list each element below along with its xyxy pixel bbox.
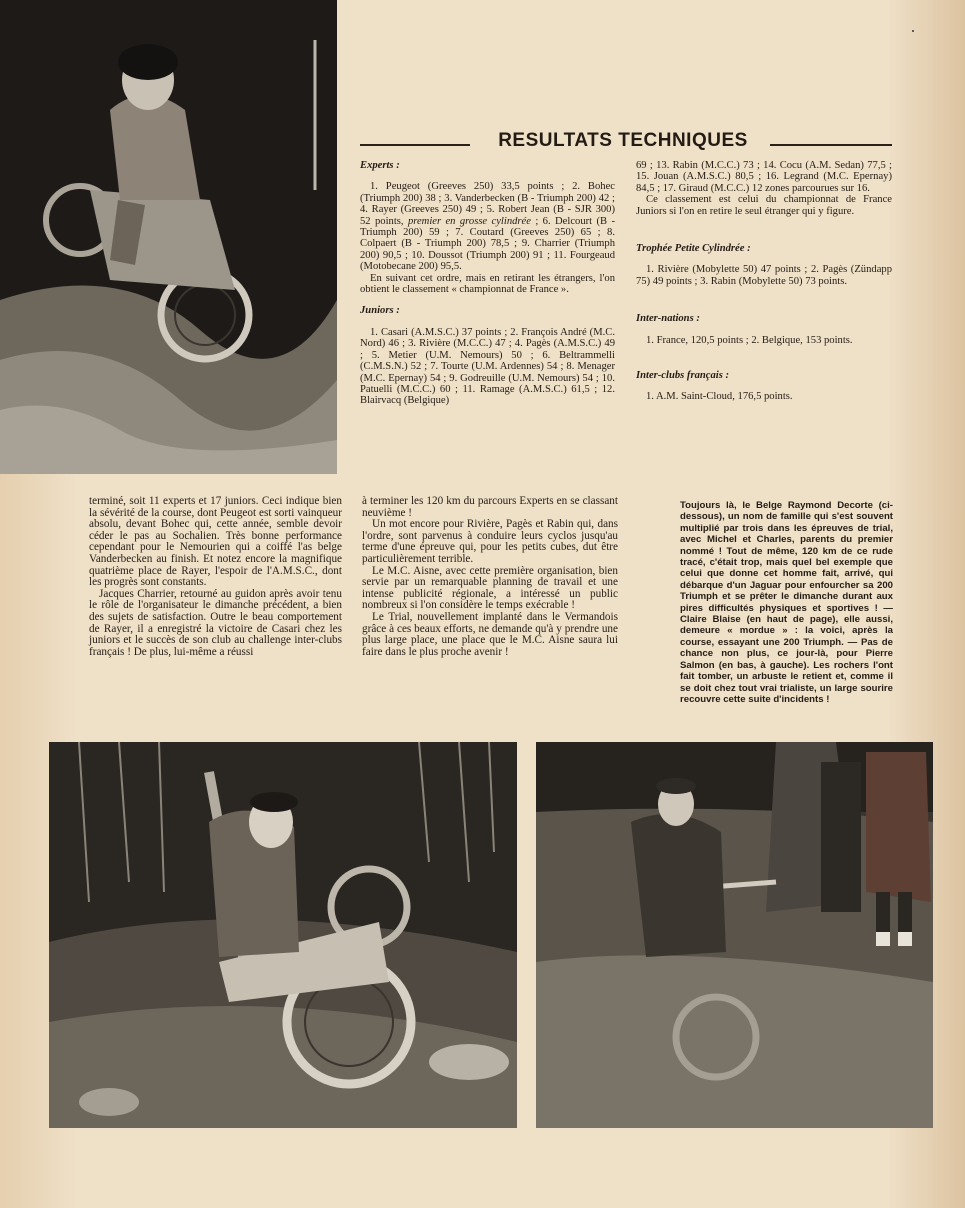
print-speck	[912, 30, 914, 32]
article-column-2	[362, 496, 618, 658]
experts-text-2: ; 6. Delcourt (B - Triumph 200) 59 ; 7. Coutard (Greeves 250) 65 ; 8. Colpaert (B - Triumph 200) 78,5 ; 9. Charrier (Triumph 200) 90,5 ; 10. Doussot (Triumph 200) 91 ; 11. Fourgeaud (Motobecane 200) 95,5.	[360, 215, 615, 273]
experts-italic: premier en grosse cylindrée	[407, 215, 531, 227]
internations-results: 1. France, 120,5 points ; 2. Belgique, 153 points.	[646, 334, 853, 346]
experts-title: Experts :	[360, 160, 400, 171]
results-column-left	[360, 160, 615, 407]
experts-text: 1. Peugeot (Greeves 250) 33,5 points ; 2. Bohec (Triumph 200) 38 ; 3. Vanderbecken (B - Triumph 200) 42 ; 4. Rayer (Greeves 250) 49 ; 5. Robert Jean (B - SJR 300) 52 points,	[360, 181, 615, 227]
trophee-title: Trophée Petite Cylindrée :	[636, 243, 751, 255]
photo-pierre-salmon	[49, 742, 517, 1128]
article-paragraph: Le M.C. Aisne, avec cette première organisation, bien servie par un remarquable planning de travail et une intense publicité régionale, a intéressé un public nombreux si l'on considère le temps exécrable !	[362, 564, 618, 612]
juniors-results: 1. Casari (A.M.S.C.) 37 points ; 2. François André (M.C. Nord) 46 ; 3. Rivière (M.C.C.) 47 ; 4. Pagès (A.M.S.C.) 49 ; 5. Metier (U.M. Nemours) 50 ; 6. Beltrammelli (C.M.S.N.) 52 ; 7. Tourte (U.M. Ardennes) 54 ; 8. Menager (M.C. Epernay) 54 ; 9. Godreuille (U.M. Nemours) 54 ; 10. Patuelli (M.C.C.) 60 ; 11. Ramage (A.M.S.C.) 61,5 ; 12. Blairvacq (Belgique)	[360, 326, 615, 407]
caption-text: Toujours là, le Belge Raymond Decorte (ci-dessous), un nom de famille qui s'est souvent multiplié par trois dans les épreuves de trial, avec Michel et Charles, parents du premier nommé ! Tout de même, 120 km de ce rude tracé, c'était trop, mais quel bel exemple que celui que donne cet homme fait, arrivé, qui débarque d'un Jaguar pour enfourcher sa 200 Triumph et se prêter le dimanche durant aux pires difficultés physiques et sportives ! — Claire Blaise (en haut de page), elle aussi, demeure « mordue » : la voici, après la course, essayant une 200 Triumph. — Pas de chance non plus, ce jour-là, pour Pierre Salmon (en bas, à gauche). Les rochers l'ont fait tomber, un arbuste le retient et, comme il se doit chez tout vrai trialiste, un large sourire recouvre cette suite d'incidents !	[680, 500, 893, 705]
photo-caption	[680, 500, 893, 705]
internations-title: Inter-nations :	[636, 313, 700, 325]
article-paragraph: Un mot encore pour Rivière, Pagès et Rabin qui, dans l'ordre, sont parvenus à conduire leurs cyclos jusqu'au terme d'une épreuve qui, pour les petits cubes, dut être particulièrement terrible.	[362, 518, 618, 565]
results-column-right	[636, 160, 892, 403]
photo-raymond-decorte	[536, 742, 933, 1128]
results-heading-block	[360, 130, 892, 158]
article-paragraph: à terminer les 120 km du parcours Experts en se classant neuvième !	[362, 495, 618, 519]
results-heading: RESULTATS TECHNIQUES	[498, 130, 748, 151]
heading-rule-left	[360, 144, 470, 146]
photo-top-drawing	[0, 0, 337, 474]
article-paragraph: terminé, soit 11 experts et 17 juniors. Ceci indique bien la sévérité de la course, dont Peugeot est sorti vainqueur absolu, devant Bohec qui, cette année, semble devoir céder le pas au Sochalien. Très bonne performance cependant pour le Nemourien qui a coiffé l'as belge Vanderbecken au finish. Et notez encore la magnifique quatrième place de Rayer, l'espoir de l'A.M.S.C., dont les progrès sont constants.	[89, 495, 342, 589]
interclubs-title: Inter-clubs français :	[636, 370, 729, 382]
article-paragraph: Le Trial, nouvellement implanté dans le Vermandois grâce à ces beaux efforts, ne demande qu'à y prendre une plus large place, une place que le M.C. Aisne saura lui faire dans le plus proche avenir !	[362, 610, 618, 658]
article-paragraph: Jacques Charrier, retourné au guidon après avoir tenu le rôle de l'organisateur le dimanche précédent, a bien des sujets de satisfaction. Outre le beau comportement de Rayer, il a enregistré la victoire de Casari chez les juniors et le succès de son club au challenge inter-clubs français ! De plus, lui-même a réussi	[89, 587, 342, 658]
juniors-title: Juniors :	[360, 305, 400, 317]
juniors-note: Ce classement est celui du championnat de France Juniors si l'on en retire le seul étranger qui y figure.	[636, 194, 892, 217]
heading-rule-right	[770, 144, 892, 146]
interclubs-results: 1. A.M. Saint-Cloud, 176,5 points.	[646, 391, 793, 403]
photo-claire-blaise	[0, 0, 337, 474]
photo-br-drawing	[536, 742, 933, 1128]
juniors-results-cont: 69 ; 13. Rabin (M.C.C.) 73 ; 14. Cocu (A.M. Sedan) 77,5 ; 15. Jouan (A.M.S.C.) 80,5 ; 16. Legrand (M.C. Epernay) 84,5 ; 17. Giraud (M.C.C.) 12 zones parcourues sur 16.	[636, 160, 892, 194]
trophee-results: 1. Rivière (Mobylette 50) 47 points ; 2. Pagès (Zündapp 75) 49 points ; 3. Rabin (Mobylette 50) 73 points.	[636, 264, 892, 287]
experts-note: En suivant cet ordre, mais en retirant les étrangers, l'on obtient le classement « championnat de France ».	[360, 272, 615, 296]
photo-bl-drawing	[49, 742, 517, 1128]
article-column-1	[89, 496, 342, 658]
experts-results	[360, 181, 615, 272]
